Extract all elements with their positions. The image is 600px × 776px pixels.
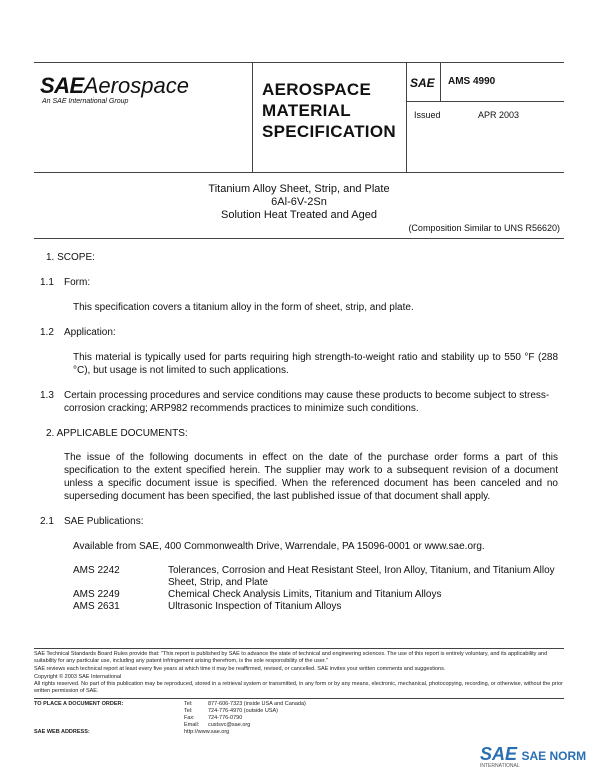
list-item: AMS 2242 Tolerances, Corrosion and Heat Resistant Steel, Iron Alloy, Titanium, and Titanium Alloy Sheet, Strip, and Plate xyxy=(73,565,555,588)
section-heading: 1. SCOPE: xyxy=(46,252,95,263)
spec-type-title: AEROSPACE MATERIAL SPECIFICATION xyxy=(262,80,396,141)
title-rule xyxy=(34,238,564,239)
section-scope: 1. SCOPE: 1.1 Form: This specification covers a titanium alloy in the form of sheet, strip, and plate. 1.2 Application: This material is typically used for parts requiring high strength-to-weight ratio and stability up to 550 °F (288 °C), but usage is not limited to such applications. 1.3 Certain processing procedures and service conditions may cause these products to become subject to stress-corrosion cracking; ARP982 recommends practices to minimize such conditions. 2. APPLICABLE DOCUMENTS: The issue of the following documents in effect on the date of the purchase order forms a part of this specification to the extent specified herein. The supplier may work to a subsequent revision of a document unless a specific document issue is specified. When the referenced document has been canceled and no superseding document has been specified, the last published issue of that document shall apply. 2.1 SAE Publications: Available from SAE, 400 Commonwealth Drive, Warrendale, PA 15096-0001 or www.sae.org. xyxy=(34,251,564,553)
header-divider xyxy=(252,63,253,172)
paragraph: Available from SAE, 400 Commonwealth Drive, Warrendale, PA 15096-0001 or www.sae.org. xyxy=(73,541,485,552)
reference-list xyxy=(34,565,564,613)
composition-note: (Composition Similar to UNS R56620) xyxy=(408,223,560,233)
document-number: AMS 4990 xyxy=(448,76,496,87)
legal-footer: SAE Technical Standards Board Rules provide that: "This report is published by SAE to advance the state of technical and engineering sciences. The use of this report is entirely voluntary, and its applicability and suitability for any particular use, including any patent infringement arising therefrom, is the sole responsibility of the user." SAE reviews each technical report at least every five years at which time it may be reaffirmed, revised, or cancelled. SAE invites your written comments and suggestions. Copyright © 2003 SAE International All rights reserved. No part of this publication may be reproduced, stored in a retrieval system or transmitted, in any form or by any means, electronic, mechanical, photocopying, recording, or otherwise, without the prior written permission of SAE. TO PLACE A DOCUMENT ORDER: Tel: 877-606-7323 (inside USA and Canada) Tel: 724-776-4970 (outside USA) Fax: 724-776-0790 Email: custsvc@sae.org SAE WEB ADDRESS: http://www.sae.org xyxy=(34,648,564,736)
document-header xyxy=(34,62,564,173)
order-contact: TO PLACE A DOCUMENT ORDER: Tel: 877-606-7323 (inside USA and Canada) Tel: 724-776-4970 (outside USA) Fax: 724-776-0790 Email: custsvc@sae.org SAE WEB ADDRESS: http://www.sae.org xyxy=(34,698,564,736)
document-title: Titanium Alloy Sheet, Strip, and Plate 6Al-6V-2Sn Solution Heat Treated and Aged (Composition Similar to UNS R56620) xyxy=(34,183,564,235)
list-item: AMS 2249 Chemical Check Analysis Limits, Titanium and Titanium Alloys xyxy=(73,589,442,600)
subsection-heading: Application: xyxy=(64,327,116,338)
paragraph: This specification covers a titanium alloy in the form of sheet, strip, and plate. xyxy=(73,302,414,313)
document-page xyxy=(34,62,564,613)
sae-web-link[interactable]: http://www.sae.org xyxy=(184,729,230,735)
list-item: AMS 2631 Ultrasonic Inspection of Titanium Alloys xyxy=(73,601,342,612)
section-heading: 2. APPLICABLE DOCUMENTS: xyxy=(46,428,188,439)
paragraph: Certain processing procedures and service conditions may cause these products to become subject to stress-corrosion cracking; ARP982 recommends practices to minimize such conditions. xyxy=(64,390,550,414)
sae-aerospace-logo: SAEAerospace An SAE International Group xyxy=(40,73,189,105)
subsection-heading: Form: xyxy=(64,277,91,288)
sae-norm-watermark-logo: SAE SAE NORM INTERNATIONAL xyxy=(480,744,587,769)
paragraph: This material is typically used for parts requiring high strength-to-weight ratio and stability up to 550 °F (288 °C), but usage is not limited to such applications. xyxy=(73,352,558,376)
document-number-box xyxy=(406,63,564,101)
issued-date: Issued APR 2003 xyxy=(414,110,520,120)
paragraph: The issue of the following documents in effect on the date of the purchase order forms a part of this specification to the extent specified herein. The supplier may work to a subsequent revision of a document unless a specific document issue is specified. When the referenced document has been canceled and no superseding document has been specified, the last published issue of that document shall apply. xyxy=(64,452,558,502)
subsection-heading: SAE Publications: xyxy=(64,516,144,527)
sae-mini-logo: SAE xyxy=(410,76,435,90)
